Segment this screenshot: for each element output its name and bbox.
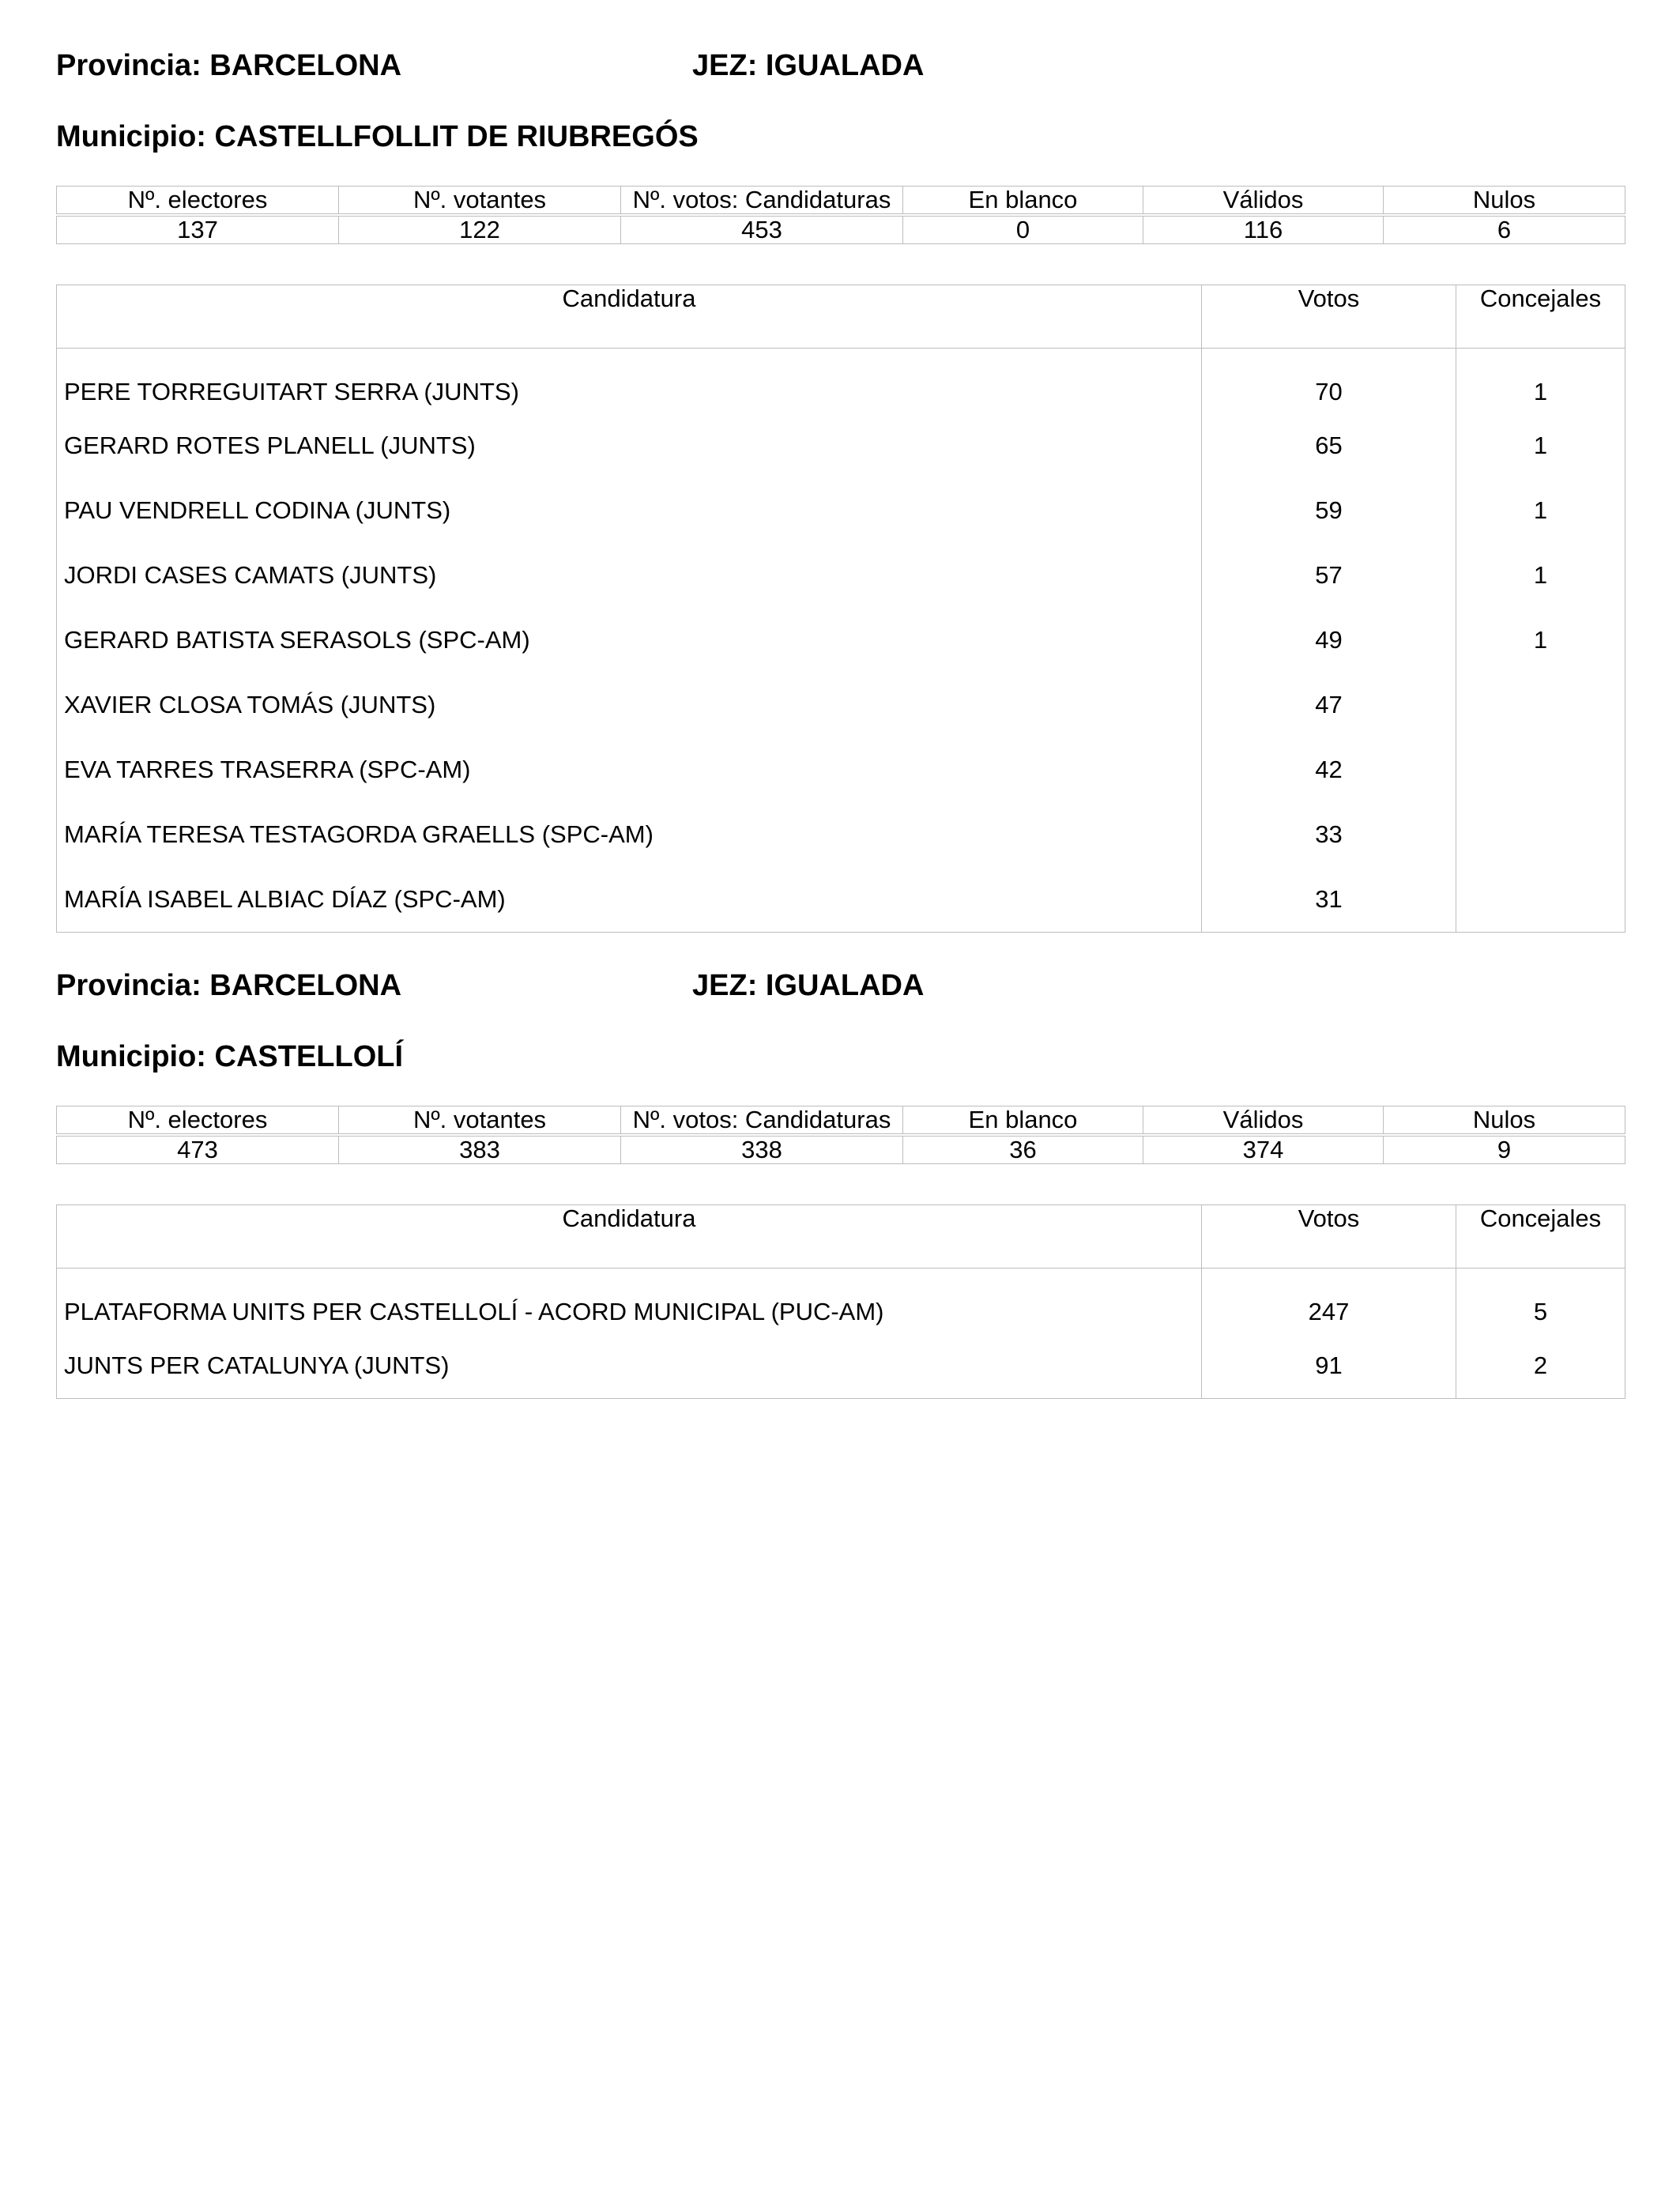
summary-header-nulos: Nulos [1384, 1106, 1625, 1134]
table-row [57, 802, 1625, 867]
candidate-votes: 49 [1202, 608, 1456, 673]
municipality-section-2 [56, 969, 1625, 1379]
table-row [57, 608, 1625, 673]
candidate-votes: 65 [1202, 413, 1456, 478]
summary-header-votos-candidaturas: Nº. votos: Candidaturas [621, 1106, 903, 1134]
table-row [57, 1333, 1625, 1399]
candidate-name: PERE TORREGUITART SERRA (JUNTS) [57, 349, 1202, 414]
summary-votantes: 122 [339, 217, 621, 244]
header-candidatura: Candidatura [57, 285, 1202, 349]
summary-header-votantes: Nº. votantes [339, 1106, 621, 1134]
summary-electores: 473 [57, 1137, 339, 1164]
municipio-label: Municipio: CASTELLOLÍ [56, 1040, 404, 1073]
summary-header-votantes: Nº. votantes [339, 187, 621, 214]
table-row [57, 413, 1625, 478]
summary-votos-candidaturas: 453 [621, 217, 903, 244]
summary-header-validos: Válidos [1143, 187, 1384, 214]
candidate-seats: 2 [1456, 1333, 1625, 1399]
candidate-votes: 42 [1202, 737, 1456, 802]
summary-votantes: 383 [339, 1137, 621, 1164]
candidate-name: JORDI CASES CAMATS (JUNTS) [57, 543, 1202, 608]
summary-header-validos: Válidos [1143, 1106, 1384, 1134]
candidate-name: MARÍA TERESA TESTAGORDA GRAELLS (SPC-AM) [57, 802, 1202, 867]
candidate-name: PLATAFORMA UNITS PER CASTELLOLÍ - ACORD MUNICIPAL (PUC-AM) [57, 1269, 1202, 1334]
summary-header-en-blanco: En blanco [903, 1106, 1143, 1134]
section-header [56, 49, 1625, 96]
candidate-seats [1456, 737, 1625, 802]
candidate-votes: 70 [1202, 349, 1456, 414]
municipio-label: Municipio: CASTELLFOLLIT DE RIUBREGÓS [56, 120, 699, 153]
table-row [57, 737, 1625, 802]
header-candidatura: Candidatura [57, 1205, 1202, 1269]
summary-validos: 374 [1143, 1137, 1384, 1164]
table-row [57, 1269, 1625, 1334]
candidate-name: MARÍA ISABEL ALBIAC DÍAZ (SPC-AM) [57, 867, 1202, 933]
candidate-votes: 33 [1202, 802, 1456, 867]
candidates-header-row [57, 285, 1625, 349]
provincia-label: Provincia: BARCELONA [56, 969, 402, 1002]
summary-table [56, 186, 1625, 244]
candidate-name: PAU VENDRELL CODINA (JUNTS) [57, 478, 1202, 543]
candidate-seats [1456, 673, 1625, 737]
candidate-seats: 1 [1456, 413, 1625, 478]
candidates-table [56, 1204, 1625, 1399]
candidate-votes: 91 [1202, 1333, 1456, 1399]
candidate-seats: 1 [1456, 478, 1625, 543]
table-row [57, 349, 1625, 414]
candidate-seats: 1 [1456, 543, 1625, 608]
jez-label: JEZ: IGUALADA [692, 49, 925, 82]
jez-label: JEZ: IGUALADA [692, 969, 925, 1002]
summary-header-row [57, 1106, 1625, 1134]
candidate-votes: 47 [1202, 673, 1456, 737]
summary-en-blanco: 0 [903, 217, 1143, 244]
summary-en-blanco: 36 [903, 1137, 1143, 1164]
section-header [56, 969, 1625, 1016]
candidate-seats [1456, 867, 1625, 933]
candidate-seats [1456, 802, 1625, 867]
header-concejales: Concejales [1456, 1205, 1625, 1269]
candidates-header-row [57, 1205, 1625, 1269]
candidate-votes: 59 [1202, 478, 1456, 543]
summary-value-row [57, 1137, 1625, 1164]
candidate-votes: 31 [1202, 867, 1456, 933]
candidate-votes: 57 [1202, 543, 1456, 608]
header-votos: Votos [1202, 1205, 1456, 1269]
summary-nulos: 9 [1384, 1137, 1625, 1164]
candidate-votes: 247 [1202, 1269, 1456, 1334]
summary-header-row [57, 187, 1625, 214]
candidate-seats: 1 [1456, 349, 1625, 414]
summary-nulos: 6 [1384, 217, 1625, 244]
table-row [57, 673, 1625, 737]
candidate-seats: 1 [1456, 608, 1625, 673]
candidate-name: EVA TARRES TRASERRA (SPC-AM) [57, 737, 1202, 802]
summary-validos: 116 [1143, 217, 1384, 244]
summary-value-row [57, 217, 1625, 244]
summary-header-electores: Nº. electores [57, 187, 339, 214]
table-row [57, 478, 1625, 543]
municipality-section-1 [56, 49, 1625, 913]
summary-header-votos-candidaturas: Nº. votos: Candidaturas [621, 187, 903, 214]
summary-electores: 137 [57, 217, 339, 244]
summary-table [56, 1106, 1625, 1164]
table-row [57, 543, 1625, 608]
candidate-name: JUNTS PER CATALUNYA (JUNTS) [57, 1333, 1202, 1399]
provincia-label: Provincia: BARCELONA [56, 49, 402, 82]
summary-votos-candidaturas: 338 [621, 1137, 903, 1164]
summary-header-nulos: Nulos [1384, 187, 1625, 214]
candidates-table [56, 285, 1625, 933]
header-votos: Votos [1202, 285, 1456, 349]
table-row [57, 867, 1625, 933]
candidate-seats: 5 [1456, 1269, 1625, 1334]
summary-header-en-blanco: En blanco [903, 187, 1143, 214]
summary-header-electores: Nº. electores [57, 1106, 339, 1134]
candidate-name: XAVIER CLOSA TOMÁS (JUNTS) [57, 673, 1202, 737]
candidate-name: GERARD ROTES PLANELL (JUNTS) [57, 413, 1202, 478]
candidate-name: GERARD BATISTA SERASOLS (SPC-AM) [57, 608, 1202, 673]
header-concejales: Concejales [1456, 285, 1625, 349]
